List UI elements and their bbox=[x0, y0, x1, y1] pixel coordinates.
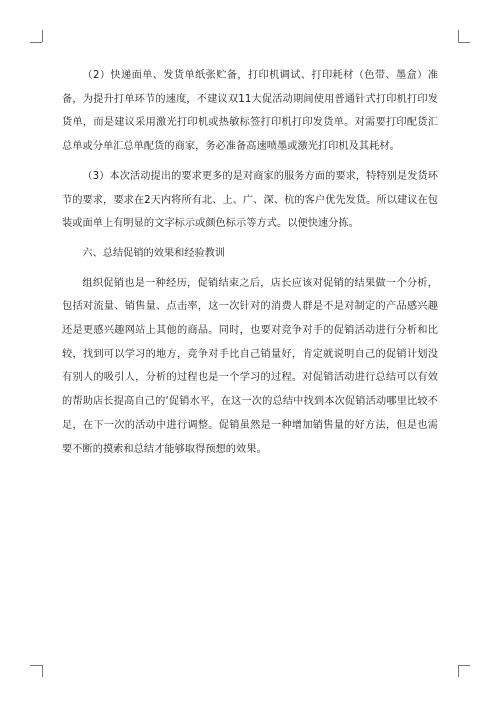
paragraph-printer-preparation: （2）快递面单、发货单纸张贮备，打印机调试、打印耗材（色带、墨盒）准备，为提升打单环节的速度，不建议双11大促活动期间使用普通针式打印机打印发货单，而是建议采用激光打印机或热敏标签打印机打印发货单。对需要打印配货汇总单或分单汇总单配货的商家，务必准备高速喷墨或激光打印机及其耗材。 bbox=[62, 70, 438, 153]
section-heading-summary: 六、总结促销的效果和经验教训 bbox=[82, 247, 226, 259]
paragraph-promotion-summary: 组织促销也是一种经历，促销结束之后，店长应该对促销的结果做一个分析，包括对流量、销售量、点击率，这一次针对的消费人群是不是对制定的产品感兴趣还是更感兴趣网站上其他的商品。同时，也要对竞争对手的促销活动进行分析和比较，找到可以学习的地方，竞争对手比自己销量好，肯定就说明自己的促销计划没有别人的吸引人，分析的过程也是一个学习的过程。对促销活动进行总结可以有效的帮助店长提高自己的‘促销水平，在这一次的总结中找到本次促销活动哪里比较不足，在下一次的活动中进行调整。促销虽然是一种增加销售量的好方法，但是也需要不断的摸索和总结才能够取得预想的效果。 bbox=[62, 277, 438, 455]
document-body bbox=[62, 64, 438, 467]
paragraph-shipping-requirements: （3）本次活动提出的要求更多的是对商家的服务方面的要求，特特别是发货环节的要求，要求在2天内将所有北、上、广、深、杭的客户优先发货。所以建议在包装或面单上有明显的文字标示或颜色标示等方式。以便快速分拣。 bbox=[62, 170, 438, 230]
